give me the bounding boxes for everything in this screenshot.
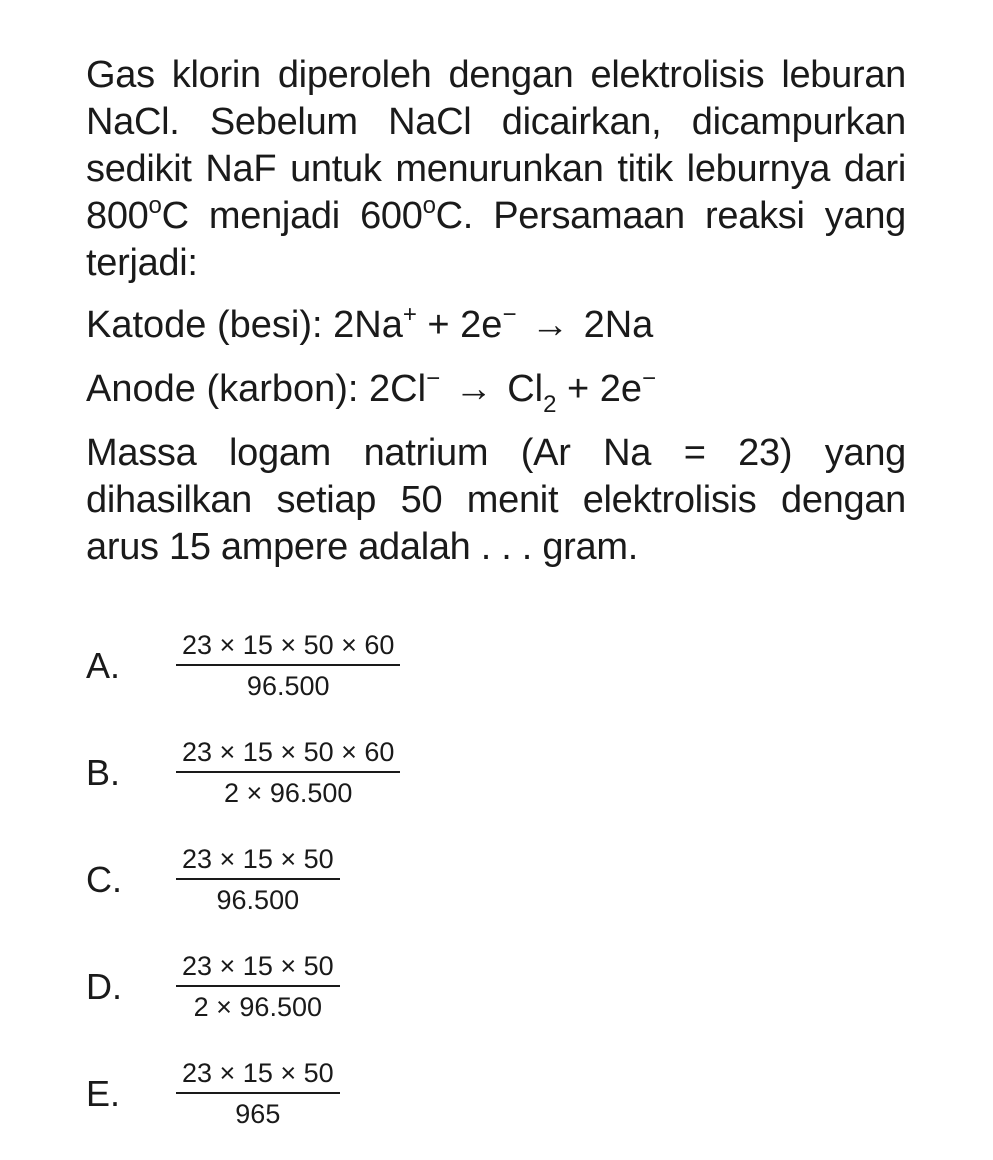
- option-label: E.: [86, 1072, 121, 1114]
- electron-charge: −: [502, 301, 517, 328]
- anode-reaction: [86, 365, 906, 418]
- option-c[interactable]: [86, 826, 686, 933]
- numerator: 23 × 15 × 50: [176, 1057, 340, 1094]
- fraction: [176, 950, 340, 1023]
- fraction: [176, 736, 400, 809]
- option-label: D.: [86, 965, 122, 1007]
- denominator: 2 × 96.500: [224, 778, 353, 808]
- cathode-reaction: [86, 302, 906, 349]
- cathode-charge: +: [402, 301, 417, 328]
- anode-label: Anode (karbon): 2Cl: [86, 368, 427, 410]
- option-d[interactable]: [86, 933, 686, 1040]
- option-b[interactable]: [86, 719, 686, 826]
- option-label: C.: [86, 858, 122, 900]
- intro-text-3: C. Persamaan reaksi yang terjadi:: [86, 195, 906, 284]
- numerator: 23 × 15 × 50: [176, 950, 340, 987]
- option-label: B.: [86, 751, 121, 793]
- fraction: [176, 843, 340, 916]
- option-label: A.: [86, 644, 121, 686]
- fraction: [176, 1057, 340, 1130]
- cathode-product: 2Na: [583, 304, 654, 346]
- denominator: 965: [235, 1099, 281, 1129]
- intro-paragraph: [86, 52, 906, 287]
- denominator: 96.500: [216, 885, 300, 915]
- numerator: 23 × 15 × 50 × 60: [176, 736, 400, 773]
- anode-charge: −: [426, 365, 441, 392]
- reaction-arrow: →: [531, 304, 570, 346]
- cathode-label: Katode (besi): 2Na: [86, 304, 403, 346]
- question-stem: [86, 52, 906, 609]
- numerator: 23 × 15 × 50: [176, 843, 340, 880]
- anode-product: Cl: [507, 368, 544, 410]
- answer-options: [86, 612, 686, 1147]
- fraction: [176, 629, 400, 702]
- electron-charge: −: [642, 365, 657, 392]
- numerator: 23 × 15 × 50 × 60: [176, 629, 400, 666]
- intro-text-2: C menjadi 600: [161, 195, 423, 237]
- question-text: Massa logam natrium (Ar Na = 23) yang dihasilkan setiap 50 menit elektrolisis dengan arus 15 ampere adalah . . . gram.: [86, 432, 906, 568]
- denominator: 2 × 96.500: [193, 992, 322, 1022]
- cathode-electrons: + 2e: [416, 304, 503, 346]
- option-e[interactable]: [86, 1040, 686, 1147]
- degree-symbol: o: [148, 192, 162, 219]
- denominator: 96.500: [246, 671, 330, 701]
- intro-text-1: Gas klorin diperoleh dengan elektrolisis leburan NaCl. Sebelum NaCl dicairkan, dicampurkan sedikit NaF untuk menurunkan titik leburnya dari 800: [86, 54, 906, 237]
- anode-electrons: + 2e: [556, 368, 643, 410]
- anode-subscript: 2: [543, 391, 557, 418]
- option-a[interactable]: [86, 612, 686, 719]
- degree-symbol: o: [422, 192, 436, 219]
- reaction-arrow: →: [454, 368, 493, 410]
